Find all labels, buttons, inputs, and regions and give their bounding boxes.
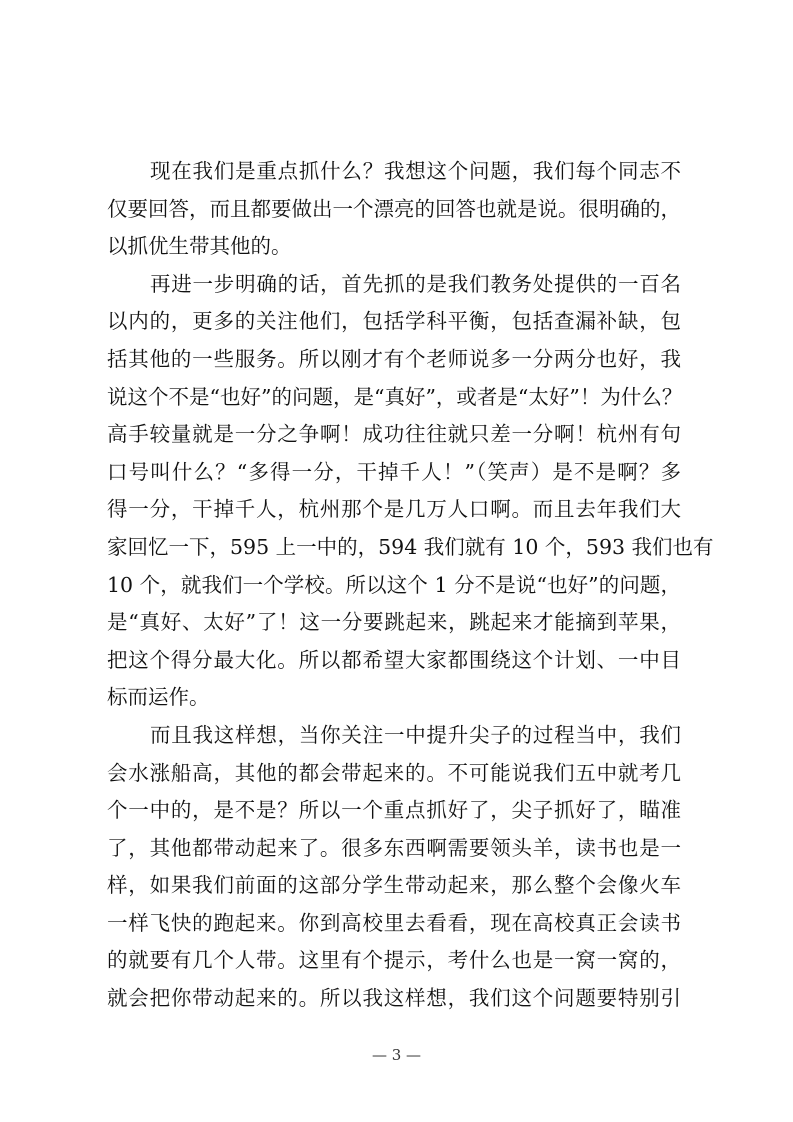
text-line: 标而运作。 — [107, 685, 210, 710]
text-line: 以内的，更多的关注他们，包括学科平衡，包括查漏补缺，包 — [107, 309, 681, 334]
text-line: 仅要回答，而且都要做出一个漂亮的回答也就是说。很明确的， — [107, 196, 681, 221]
text-line: 现在我们是重点抓什么？我想这个问题，我们每个同志不 — [150, 159, 681, 183]
text-line: 说这个不是“也好”的问题，是“真好”，或者是“太好”！为什么？ — [107, 384, 683, 409]
text-line: 了，其他都带动起来了。很多东西啊需要领头羊，读书也是一 — [107, 835, 681, 860]
paragraph — [107, 153, 681, 266]
text-line: 个一中的，是不是？所以一个重点抓好了，尖子抓好了，瞄准 — [107, 798, 681, 823]
text-line: 样，如果我们前面的这部分学生带动起来，那么整个会像火车 — [107, 873, 681, 898]
text-line: 是“真好、太好”了！这一分要跳起来，跳起来才能摘到苹果， — [107, 610, 681, 635]
text-line: 的就要有几个人带。这里有个提示，考什么也是一窝一窝的， — [107, 948, 681, 973]
text-line: 高手较量就是一分之争啊！成功往往就只差一分啊！杭州有句 — [107, 422, 681, 447]
page-number: — 3 — — [371, 1046, 422, 1064]
paragraph — [107, 266, 714, 717]
text-line: 就会把你带动起来的。所以我这样想，我们这个问题要特别引 — [107, 986, 681, 1011]
text-line: 10 个，就我们一个学校。所以这个 1 分不是说“也好”的问题， — [107, 572, 681, 597]
text-line: 会水涨船高，其他的都会带起来的。不可能说我们五中就考几 — [107, 760, 681, 785]
text-line: 一样飞快的跑起来。你到高校里去看看，现在高校真正会读书 — [107, 910, 681, 935]
text-line: 把这个得分最大化。所以都希望大家都围绕这个计划、一中目 — [107, 647, 681, 672]
document-body — [107, 153, 714, 1018]
text-line: 括其他的一些服务。所以刚才有个老师说多一分两分也好，我 — [107, 346, 681, 371]
text-line: 口号叫什么？“多得一分，干掉千人！”（笑声）是不是啊？多 — [107, 459, 681, 484]
paragraph — [107, 717, 681, 1018]
text-line: 以抓优生带其他的。 — [107, 234, 292, 259]
text-line: 再进一步明确的话，首先抓的是我们教务处提供的一百名 — [150, 271, 681, 296]
text-line: 家回忆一下，595 上一中的，594 我们就有 10 个，593 我们也有 — [107, 534, 714, 559]
text-line: 得一分，干掉千人，杭州那个是几万人口啊。而且去年我们大 — [107, 497, 681, 522]
text-line: 而且我这样想，当你关注一中提升尖子的过程当中，我们 — [150, 722, 681, 747]
